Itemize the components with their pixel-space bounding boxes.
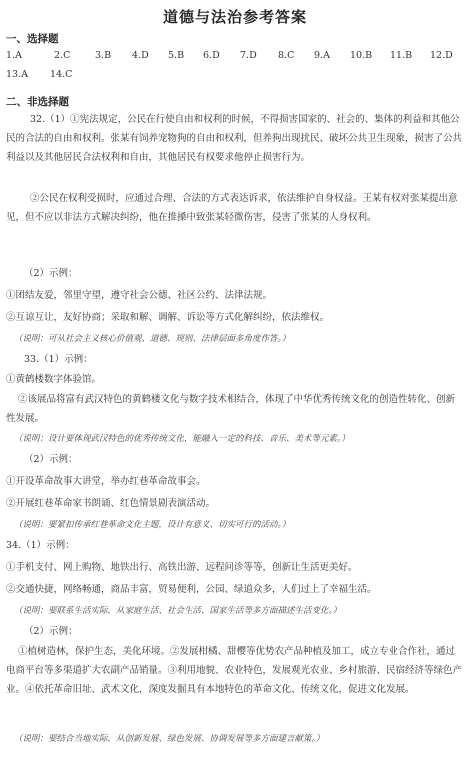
mc-answer-4: 4.D [132,50,149,61]
q33-part1-heading: 33.（1）示例： [24,354,93,365]
q33-note-1: （说明：设计要体现武汉特色的优秀传统文化，能融入一定的科技、音乐、美术等元素。） [14,434,350,444]
q32-note: （说明：可从社会主义核心价值观、道德、规则、法律层面多角度作答。） [14,334,291,344]
q32-part2-example-1: ①团结友爱，邻里守望，遵守社会公德、社区公约、法律法规。 [6,290,273,301]
mc-answer-8: 8.C [278,50,295,61]
q33-part2-answer-1: ①开设革命故事大讲堂，举办红巷革命故事会。 [6,476,206,487]
q34-part1-answer-2: ②交通快捷，网络畅通，商品丰富，贸易便利，公园、绿道众多，人们过上了幸福生活。 [6,584,377,595]
section-choice-heading: 一、选择题 [6,33,59,45]
q34-part1-answer-1: ①手机支付、网上购物、地铁出行、高铁出游、远程问诊等等，创新让生活更美好。 [6,562,358,573]
q33-part1-answer-2: ②该展品将富有武汉特色的黄鹤楼文化与数字技术相结合，体现了中华优秀传统文化的创造性转化、创新性发展。 [6,394,456,424]
q33-part2-heading: （2）示例： [24,454,78,465]
q32-part2-heading: （2）示例： [24,268,78,279]
mc-answer-12: 12.D [430,50,453,61]
mc-answer-9: 9.A [314,50,330,61]
q33-part1-answer-1: ①黄鹤楼数字体验馆。 [6,374,102,385]
q32-part1-answer-1: 32.（1）①宪法规定，公民在行使自由和权利的时候，不得损害国家的、社会的、集体的利益和其他公民的合法的自由和权利。张某有饲养宠物狗的自由和权利，但养狗出现扰民、破坏公共卫生现象，损害了公共利益以及其他居民合法权利和自由，其他居民有权要求他停止损害行为。 [6,114,463,163]
q34-note-1: （说明：要联系生活实际，从家庭生活、社会生活、国家生活等多方面描述生活变化。） [14,606,342,616]
mc-answer-10: 10.B [350,50,373,61]
q34-part1-heading: 34.（1）示例： [6,540,75,551]
page-title: 道德与法治参考答案 [162,8,307,26]
mc-answer-7: 7.D [240,50,257,61]
q32-part2-example-2: ②互谅互让，友好协商；采取和解、调解、诉讼等方式化解纠纷，依法维权。 [6,312,330,323]
q34-part2-answer: ①植树造林，保护生态，美化环境。②发展柑橘、甜樱等优势农产品种植及加工，成立专业合作社，通过电商平台等多渠道扩大农副产品销量。③利用地貌、农业特色，发展观光农业、乡村旅游、民宿经济等绿色产业。④依托革命旧址、武术文化，深度发掘具有本地特色的革命文化、传统文化，促进文化发展。 [6,646,463,695]
q34-part2-heading: （2）示例： [24,626,78,637]
mc-answer-1: 1.A [6,50,22,61]
mc-answer-5: 5.B [168,50,185,61]
q33-part2-answer-2: ②开展红巷革命家书朗诵、红色情景剧表演活动。 [6,498,216,509]
mc-answer-6: 6.D [203,50,220,61]
mc-answer-14: 14.C [50,69,73,80]
mc-answer-3: 3.B [95,50,112,61]
section-open-heading: 二、非选择题 [6,96,69,108]
q33-note-2: （说明：要紧扣传承红巷革命文化主题，设计有意义、切实可行的活动。） [14,520,291,530]
mc-answer-11: 11.B [390,50,413,61]
mc-answer-2: 2.C [54,50,71,61]
q34-note-2: （说明：要结合当地实际，从创新发展、绿色发展、协调发展等多方面建言献策。） [14,734,325,744]
mc-answer-13: 13.A [6,69,28,80]
q32-part1-answer-2: ②公民在权利受损时，应通过合理、合法的方式表达诉求，依法维护自身权益。王某有权对张某提出意见，但不应以非法方式解决纠纷，他在推搡中致张某轻微伤害，侵害了张某的人身权利。 [6,193,458,223]
